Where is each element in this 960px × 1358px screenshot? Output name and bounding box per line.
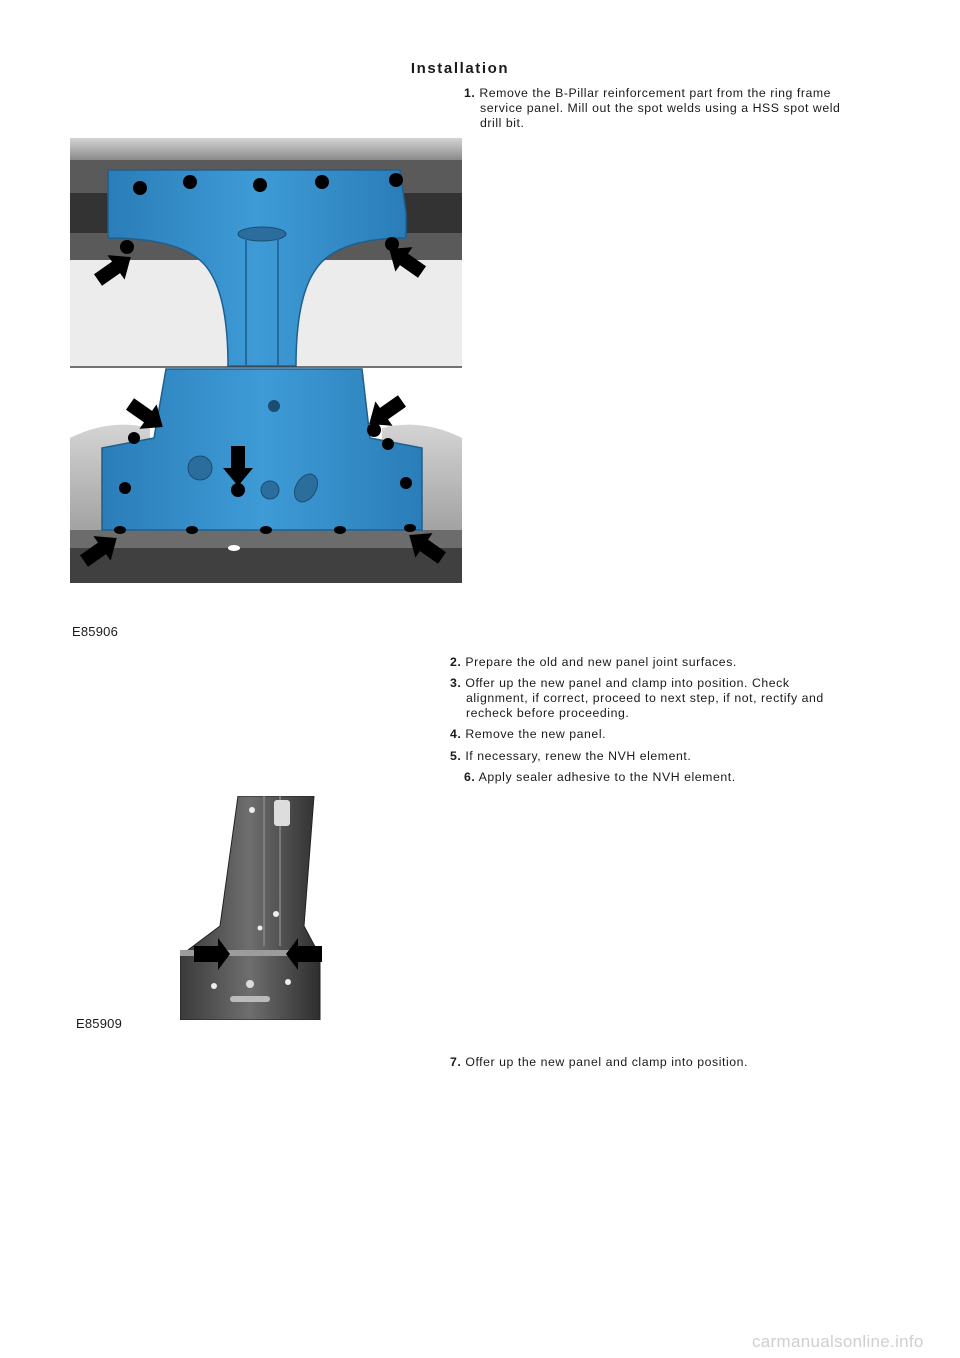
step-text: Offer up the new panel and clamp into position. Check [465,676,790,690]
figure-2-caption: E85909 [76,1016,123,1031]
step-3 [450,676,790,691]
step-number: 4. [450,727,462,741]
page-title: Installation [410,60,510,77]
step-1-line-3: drill bit. [480,116,525,130]
step-number: 7. [450,1055,462,1069]
step-5 [450,749,691,764]
step-6 [464,770,736,785]
step-text: Apply sealer adhesive to the NVH element. [478,770,736,784]
step-number: 1. [464,86,476,100]
step-text: Remove the new panel. [465,727,607,741]
step-text: Prepare the old and new panel joint surfaces. [465,655,737,669]
step-number: 5. [450,749,462,763]
step-3-line-2: alignment, if correct, proceed to next step, if not, rectify and [466,691,824,705]
step-4 [450,727,606,742]
step-number: 2. [450,655,462,669]
step-1 [464,86,831,101]
watermark-text: carmanualsonline.info [752,1332,924,1351]
figure-1-caption: E85906 [72,624,119,639]
figure-1-b-pillar-reinforcement [70,138,462,583]
step-text: Remove the B-Pillar reinforcement part from the ring frame [479,86,832,100]
step-text: Offer up the new panel and clamp into position. [465,1055,748,1069]
step-3-line-3: recheck before proceeding. [466,706,630,720]
step-text: If necessary, renew the NVH element. [465,749,692,763]
figure-2-nvh-element [180,796,322,1020]
step-2 [450,655,737,670]
step-number: 6. [464,770,476,784]
step-number: 3. [450,676,462,690]
step-1-line-2: service panel. Mill out the spot welds using a HSS spot weld [480,101,841,115]
step-7 [450,1055,748,1070]
